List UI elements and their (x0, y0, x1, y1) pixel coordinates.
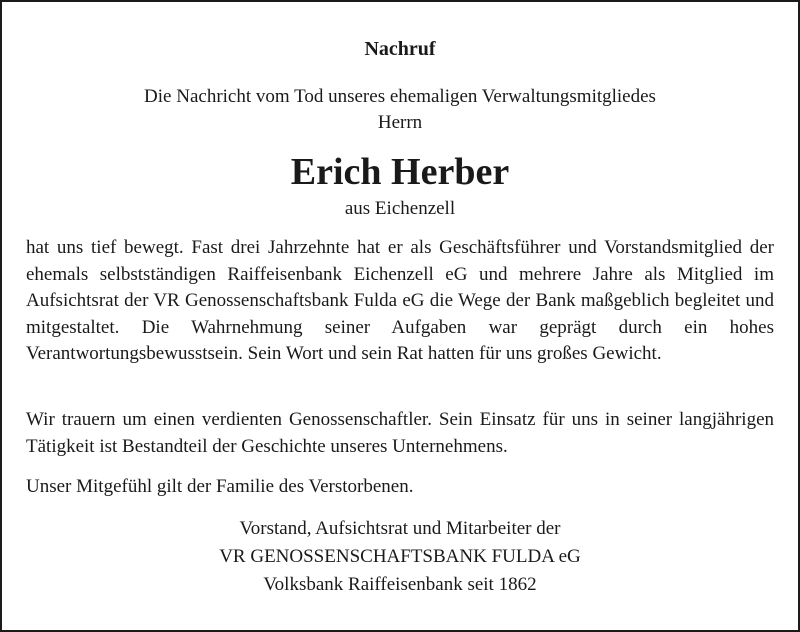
signature-line-3: Volksbank Raiffeisenbank seit 1862 (263, 574, 537, 595)
paragraph-tribute: hat uns tief bewegt. Fast drei Jahrzehnte hat er als Geschäftsführer und Vorstandsmitglied der ehemals selbstständigen Raiffeisenbank Eichenzell eG und mehrere Jahre als Mitglied im Aufsichtsrat der VR Genossenschaftsbank Fulda eG die Wege der Bank maßgeblich begleitet und mitgestaltet. Die Wahrnehmung seiner Aufgaben war geprägt durch ein hohes Verantwortungsbewusstsein. Sein Wort und sein Rat hatten für uns großes Gewicht. (26, 237, 774, 364)
deceased-origin: aus Eichenzell (344, 198, 456, 219)
notice-heading: Nachruf (364, 38, 436, 60)
signature-block (2, 515, 798, 599)
paragraph-mourning: Wir trauern um einen verdienten Genossenschaftler. Sein Einsatz für uns in seiner langjährigen Tätigkeit ist Bestandteil der Geschichte unseres Unternehmens. (26, 409, 774, 457)
deceased-name: Erich Herber (290, 151, 510, 193)
intro-text (2, 84, 798, 136)
intro-line-2: Herrn (377, 112, 423, 133)
signature-line-2: VR GENOSSENSCHAFTSBANK FULDA eG (219, 546, 581, 567)
signature-line-1: Vorstand, Aufsichtsrat und Mitarbeiter der (239, 518, 561, 539)
paragraph-condolence: Unser Mitgefühl gilt der Familie des Verstorbenen. (26, 476, 414, 497)
intro-line-1: Die Nachricht vom Tod unseres ehemaligen Verwaltungsmitgliedes (144, 86, 656, 107)
